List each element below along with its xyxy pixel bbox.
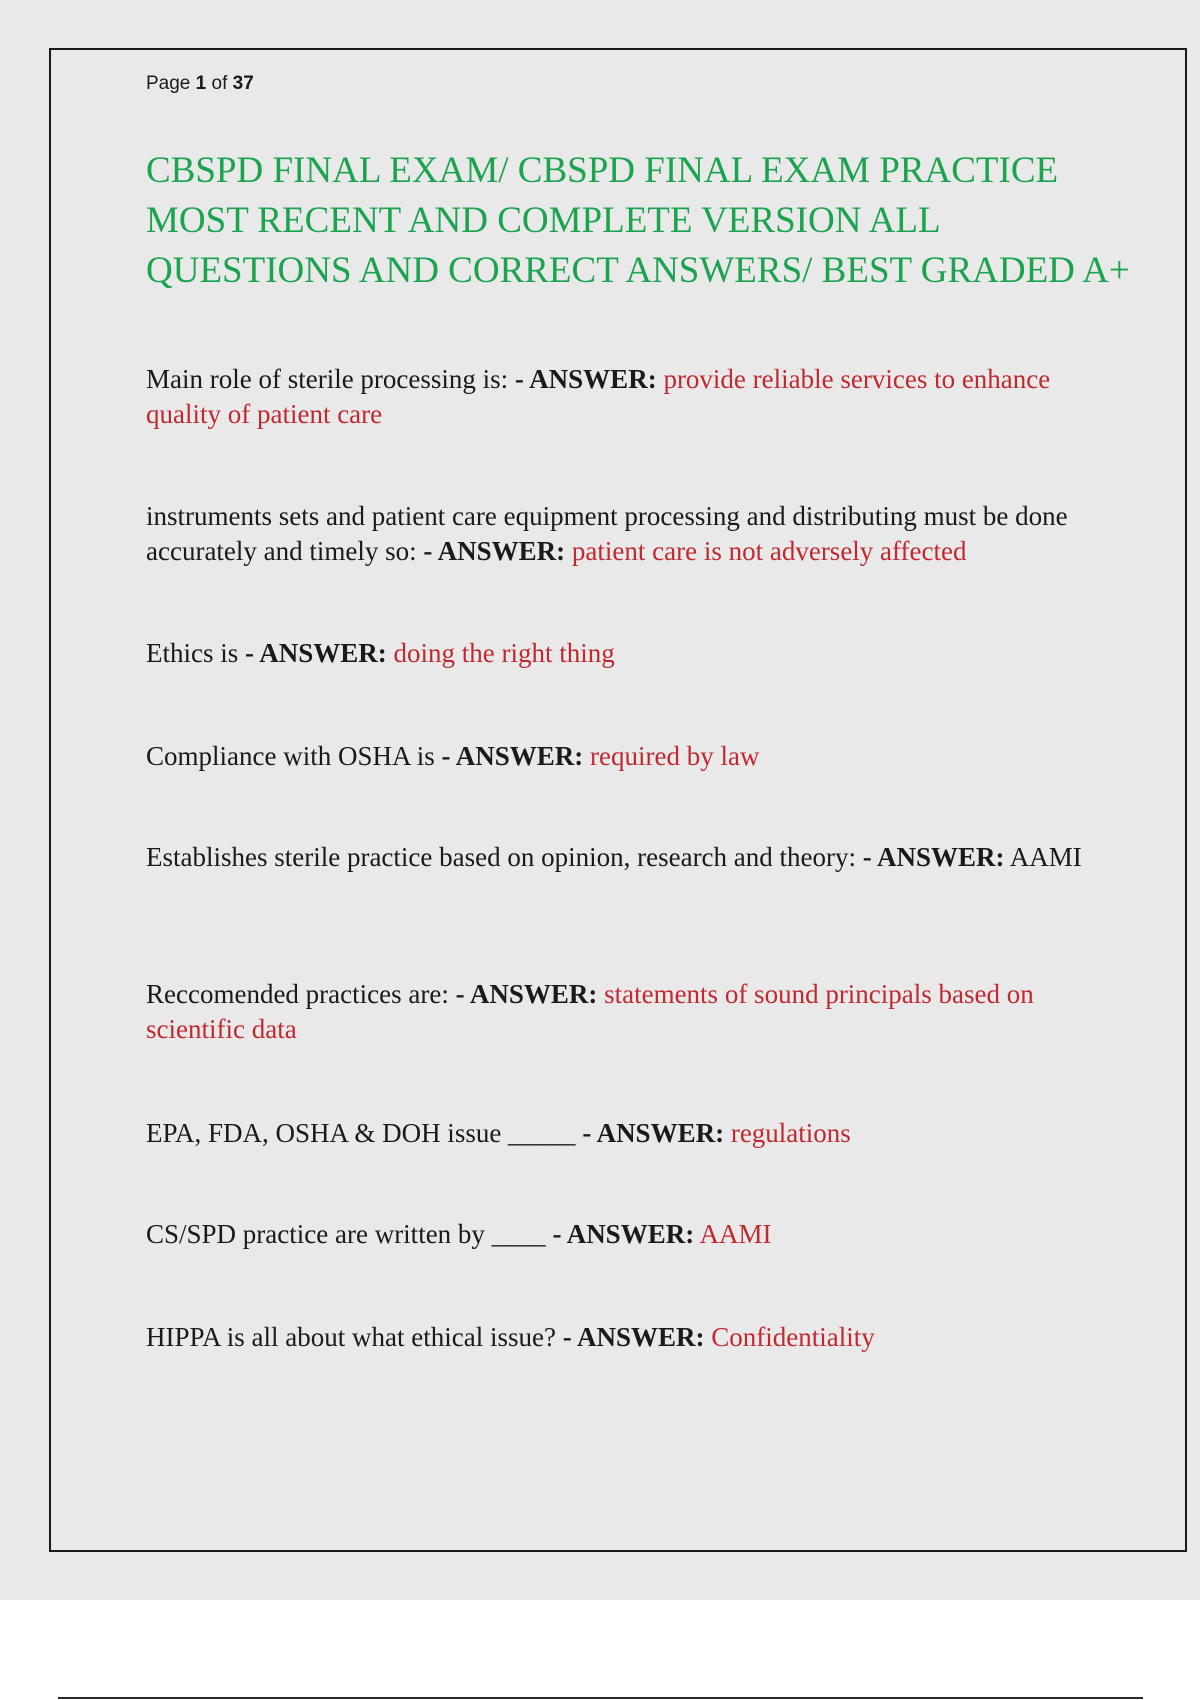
answer-label: - ANSWER: (862, 842, 1005, 872)
question-text: Reccomended practices are: (146, 979, 449, 1009)
question-item (146, 1116, 1106, 1151)
current-page-number: 1 (195, 73, 207, 94)
question-item (146, 739, 1106, 774)
answer-text: statements of sound principals based on scientific data (146, 979, 1034, 1044)
question-text: HIPPA is all about what ethical issue? (146, 1322, 556, 1352)
question-text: Establishes sterile practice based on opinion, research and theory: (146, 842, 857, 872)
answer-text: AAMI (699, 1219, 772, 1249)
answer-text: AAMI (1009, 842, 1082, 872)
document-title: CBSPD FINAL EXAM/ CBSPD FINAL EXAM PRACTICE MOST RECENT AND COMPLETE VERSION ALL QUESTIONS AND CORRECT ANSWERS/ BEST GRADED A+ (146, 150, 1130, 291)
answer-text: patient care is not adversely affected (571, 536, 967, 566)
answer-label: - ANSWER: (455, 979, 598, 1009)
question-text: EPA, FDA, OSHA & DOH issue _____ (146, 1118, 576, 1148)
question-item (146, 499, 1106, 569)
total-pages-number: 37 (232, 73, 254, 94)
page-label: Page (146, 73, 191, 94)
page-indicator (146, 73, 254, 95)
question-text: instruments sets and patient care equipment processing and distributing must be done accurately and timely so: (146, 501, 1068, 566)
question-text: CS/SPD practice are written by ____ (146, 1219, 546, 1249)
question-item (146, 977, 1106, 1047)
answer-label: - ANSWER: (423, 536, 566, 566)
answer-text: provide reliable services to enhance quality of patient care (146, 364, 1051, 429)
answer-label: - ANSWER: (582, 1118, 725, 1148)
page-of-label: of (211, 73, 228, 94)
question-item (146, 1217, 1106, 1252)
question-item (146, 840, 1106, 875)
answer-text: Confidentiality (711, 1322, 875, 1352)
answer-label: - ANSWER: (552, 1219, 695, 1249)
question-text: Compliance with OSHA is (146, 741, 435, 771)
answer-text: doing the right thing (393, 638, 615, 668)
answer-text: regulations (730, 1118, 851, 1148)
answer-label: - ANSWER: (514, 364, 657, 394)
question-item (146, 636, 1106, 671)
answer-label: - ANSWER: (562, 1322, 705, 1352)
question-text: Ethics is (146, 638, 239, 668)
question-text: Main role of sterile processing is: (146, 364, 509, 394)
answer-text: required by law (590, 741, 760, 771)
question-item (146, 362, 1106, 432)
question-item (146, 1320, 1106, 1355)
answer-label: - ANSWER: (441, 741, 584, 771)
answer-label: - ANSWER: (245, 638, 387, 668)
footer-divider (58, 1697, 1143, 1699)
